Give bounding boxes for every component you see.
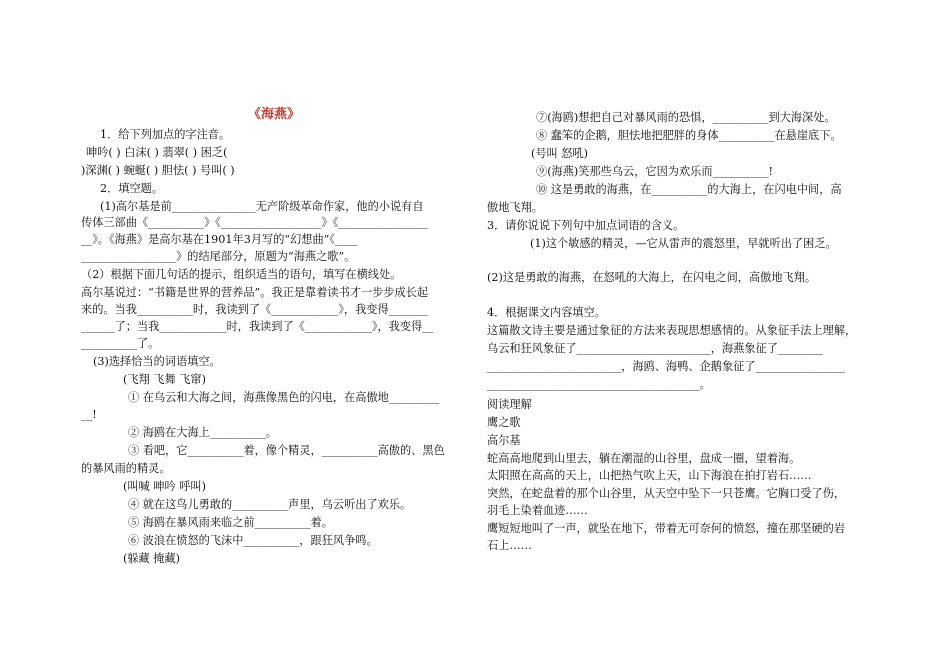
right-text-line: ________________________，海鸥、海鸭、企鹅象征了________________ (487, 360, 846, 373)
right-text-line: (1)这个敏感的精灵，—它从雷声的震怒里，早就听出了困乏。 (530, 237, 837, 250)
right-text-line: 这篇散文诗主要是通过象征的方法来表现思想感情的。从象征手法上理解， (487, 324, 857, 337)
right-text-line: 鹰短短地叫了一声，就坠在地下，带着无可奈何的愤怒，撞在那坚硬的岩 (487, 522, 846, 535)
right-text-line: 蛇高高地爬到山里去，躺在潮湿的山谷里，盘成一圈，望着海。 (487, 452, 801, 465)
right-text-line: 鹰之歌 (487, 416, 521, 429)
right-text-line: ⑨(海燕)笑那些乌云，它因为欢乐而__________! (536, 165, 773, 178)
right-text-line: (号叫 怒吼) (531, 147, 589, 160)
left-text-line: (3)选择恰当的词语填空。 (93, 355, 221, 368)
left-text-line: (1)高尔基是前_______________无产阶级革命作家，他的小说有自 (100, 200, 424, 213)
left-text-line: （2）根据下面几句话的提示，组织适当的语句，填写在横线处。 (81, 268, 402, 281)
left-text-line: 的暴风雨的精灵。 (81, 462, 171, 475)
right-text-line: ⑩ 这是勇敢的海燕，在__________的大海上，在闪电中间，高 (536, 183, 842, 196)
left-text-line: (躲藏 掩藏) (123, 552, 181, 565)
left-text-line: ______了；当我____________时，我读到了《____________》，我变得__ (81, 320, 434, 333)
right-text-line: ______________________________________。 (487, 378, 711, 391)
left-text-line: ② 海鸥在大海上__________。 (128, 426, 277, 439)
left-text-line: __________了。 (81, 337, 160, 350)
left-text-line: 1．给下列加点的字注音。 (100, 128, 231, 141)
left-text-line: )深渊( ) 蜿蜒( ) 胆怯( ) 号叫( ) (81, 164, 235, 177)
left-text-line: ③ 看吧，它__________着，像个精灵，__________高傲的、黑色 (128, 444, 445, 457)
left-text-line: __》。《海燕》是高尔基在1901年3月写的“幻想曲”《____ (81, 233, 358, 246)
left-text-line: ④ 就在这鸟儿勇敢的__________声里，乌云听出了欢乐。 (128, 498, 412, 511)
right-text-line: 傲地飞翔。 (487, 201, 543, 214)
right-text-line: 太阳照在高高的天上，山把热气吹上天，山下海浪在拍打岩石…… (487, 469, 812, 482)
right-text-line: 4．根据课文内容填空。 (487, 306, 606, 319)
right-text-line: ⑧ 蠢笨的企鹅，胆怯地把肥胖的身体__________在悬崖底下。 (536, 129, 842, 142)
left-text-line: 呻吟( ) 白沫( ) 翡翠( ) 困乏( (86, 146, 228, 159)
right-text-line: 高尔基 (487, 434, 521, 447)
page-title: 《海燕》 (248, 107, 301, 122)
left-text-line: (叫喊 呻吟 呼叫) (123, 480, 206, 493)
left-text-line: 2．填空题。 (100, 182, 164, 195)
left-text-line: __! (81, 408, 97, 421)
left-text-line: ⑥ 波浪在愤怒的飞沫中__________，跟狂风争鸣。 (128, 534, 378, 547)
right-text-line: 石上…… (487, 539, 532, 552)
right-text-line: 突然，在蛇盘着的那个山谷里，从天空中坠下一只苍鹰。它胸口受了伤， (487, 487, 846, 500)
right-text-line: 3．请你说说下列句中加点词语的含义。 (487, 219, 685, 232)
right-text-line: ⑦(海鸥)想把自己对暴风雨的恐惧，__________到大海深处。 (536, 111, 836, 124)
right-text-line: 阅读理解 (487, 398, 532, 411)
left-text-line: _________________》的结尾部分，原题为“海燕之歌”。 (81, 250, 356, 263)
left-text-line: 来的。当我__________时，我读到了《____________》，我变得_______ (81, 303, 428, 316)
left-text-line: ⑤ 海鸥在暴风雨来临之前__________着。 (128, 516, 333, 529)
left-text-line: 传体三部曲《__________》《__________________》《________________ (81, 216, 428, 229)
left-text-line: 高尔基说过：“书籍是世界的营养品”。我正是靠着读书才一步步成长起 (81, 286, 429, 299)
right-text-line: (2)这是勇敢的海燕，在怒吼的大海上，在闪电之间，高傲地飞翔。 (487, 271, 817, 284)
right-text-line: 乌云和狂风象征了________________________，海燕象征了________ (487, 342, 823, 355)
left-text-line: (飞翔 飞舞 飞窜) (123, 373, 206, 386)
right-text-line: 羽毛上染着血迹…… (487, 504, 588, 517)
left-text-line: ① 在乌云和大海之间，海燕像黑色的闪电，在高傲地_________ (128, 391, 440, 404)
